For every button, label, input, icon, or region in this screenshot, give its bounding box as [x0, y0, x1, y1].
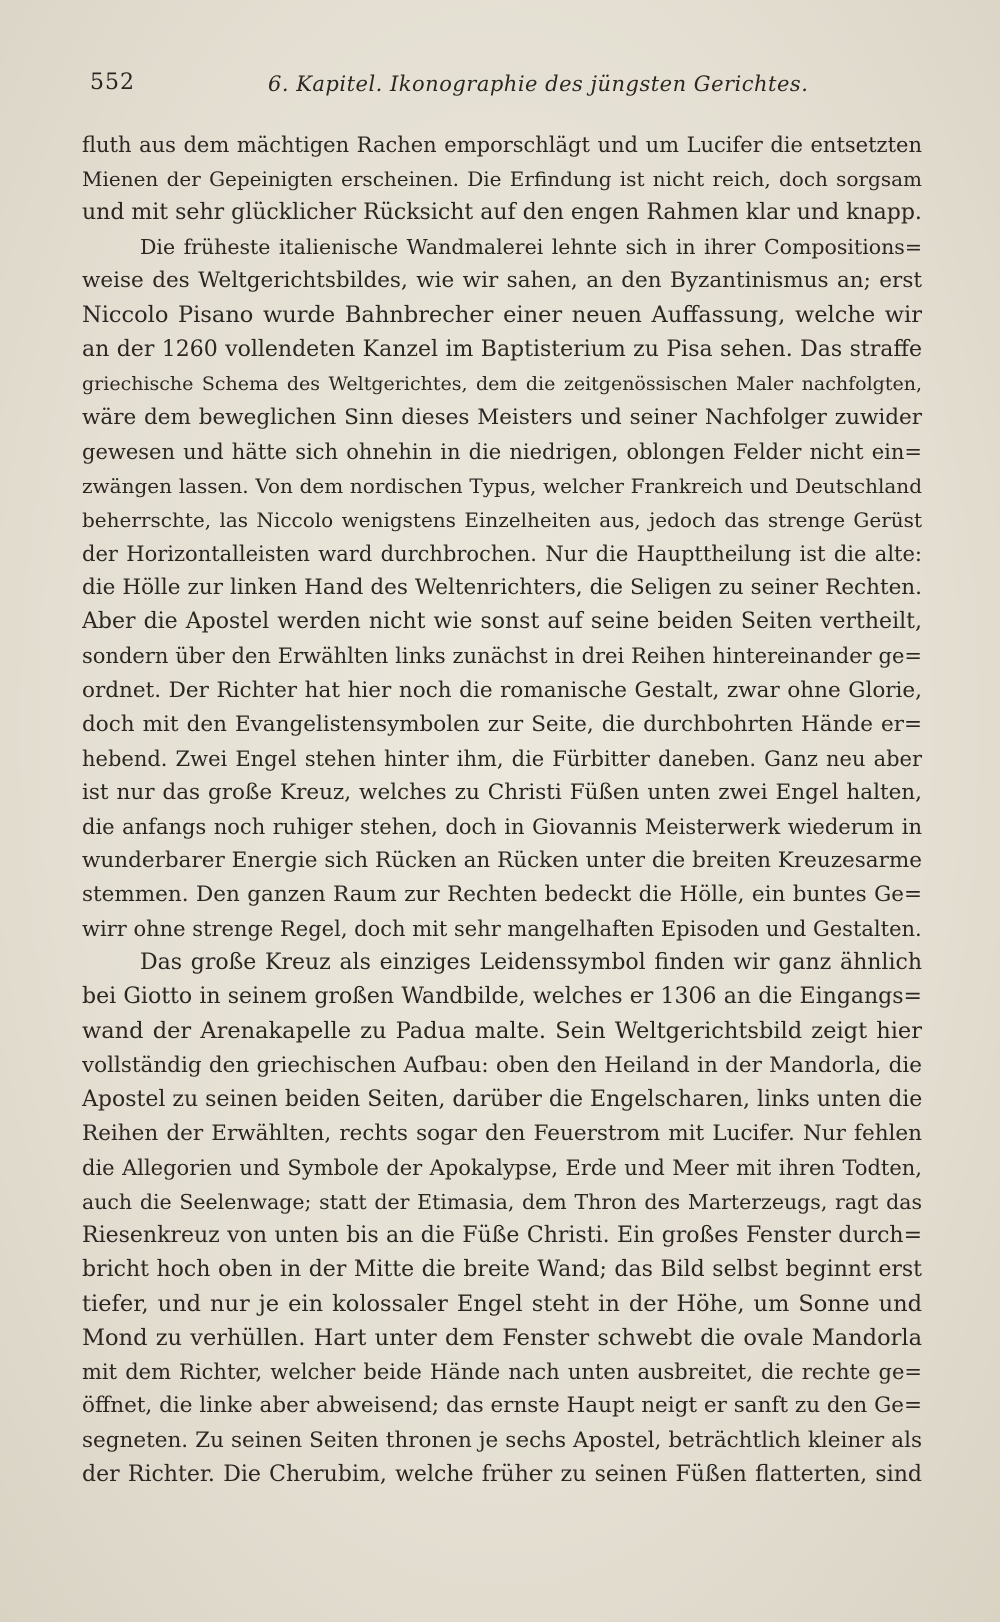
text-line: Niccolo Pisano wurde Bahnbrecher einer neuen Auffassung, welche wir: [82, 302, 922, 329]
text-line: wand der Arenakapelle zu Padua malte. Sein Weltgerichtsbild zeigt hier: [82, 1018, 922, 1045]
text-line: die Hölle zur linken Hand des Weltenrichters, die Seligen zu seiner Rechten.: [82, 575, 922, 601]
text-line: wirr ohne strenge Regel, doch mit sehr mangelhaften Episoden und Gestalten.: [82, 917, 922, 942]
text-line: Riesenkreuz von unten bis an die Füße Christi. Ein großes Fenster durch=: [82, 1223, 922, 1248]
text-line: an der 1260 vollendeten Kanzel im Baptisterium zu Pisa sehen. Das straffe: [82, 336, 922, 362]
text-line: Mond zu verhüllen. Hart unter dem Fenster schwebt die ovale Mandorla: [82, 1325, 922, 1352]
text-line: doch mit den Evangelistensymbolen zur Seite, die durchbohrten Hände er=: [82, 711, 922, 737]
text-line: zwängen lassen. Von dem nordischen Typus, welcher Frankreich und Deutschland: [82, 473, 922, 498]
text-line: und mit sehr glücklicher Rücksicht auf den engen Rahmen klar und knapp.: [82, 200, 922, 226]
body-text: [82, 128, 922, 1492]
text-line: ist nur das große Kreuz, welches zu Christi Füßen unten zwei Engel halten,: [82, 779, 922, 805]
text-line: beherrschte, las Niccolo wenigstens Einzelheiten aus, jedoch das strenge Gerüst: [82, 508, 922, 533]
text-line: Mienen der Gepeinigten erscheinen. Die Erfindung ist nicht reich, doch sorgsam: [82, 167, 922, 192]
text-line: der Horizontalleisten ward durchbrochen. Nur die Haupttheilung ist die alte:: [82, 542, 922, 567]
text-line: Das große Kreuz als einziges Leidenssymbol finden wir ganz ähnlich: [140, 950, 922, 976]
page-number: 552: [90, 70, 135, 95]
text-line: Reihen der Erwählten, rechts sogar den Feuerstrom mit Lucifer. Nur fehlen: [82, 1120, 922, 1146]
text-line: tiefer, und nur je ein kolossaler Engel steht in der Höhe, um Sonne und: [82, 1291, 922, 1318]
text-line: fluth aus dem mächtigen Rachen emporschlägt und um Lucifer die entsetzten: [82, 133, 922, 157]
text-line: bei Giotto in seinem großen Wandbilde, welches er 1306 an die Eingangs=: [82, 984, 922, 1010]
text-line: Apostel zu seinen beiden Seiten, darüber die Engelscharen, links unten die: [82, 1086, 922, 1112]
text-line: weise des Weltgerichtsbildes, wie wir sahen, an den Byzantinismus an; erst: [82, 268, 922, 294]
text-line: bricht hoch oben in der Mitte die breite Wand; das Bild selbst beginnt erst: [82, 1257, 922, 1283]
text-line: die anfangs noch ruhiger stehen, doch in Giovannis Meisterwerk wiederum in: [82, 814, 922, 839]
text-line: öffnet, die linke aber abweisend; das ernste Haupt neigt er sanft zu den Ge=: [82, 1393, 922, 1419]
running-head: 6. Kapitel. Ikonographie des jüngsten Gerichtes.: [268, 72, 809, 96]
text-line: ordnet. Der Richter hat hier noch die romanische Gestalt, zwar ohne Glorie,: [82, 677, 922, 703]
text-line: wäre dem beweglichen Sinn dieses Meisters und seiner Nachfolger zuwider: [82, 404, 922, 430]
page-header: [90, 62, 905, 102]
text-line: sondern über den Erwählten links zunächst in drei Reihen hintereinander ge=: [82, 644, 922, 669]
text-line: vollständig den griechischen Aufbau: oben den Heiland in der Mandorla, die: [82, 1052, 922, 1078]
text-line: Aber die Apostel werden nicht wie sonst auf seine beiden Seiten vertheilt,: [82, 609, 922, 635]
text-line: wunderbarer Energie sich Rücken an Rücken unter die breiten Kreuzesarme: [82, 847, 922, 873]
text-line: auch die Seelenwage; statt der Etimasia, dem Thron des Marterzeugs, ragt das: [82, 1189, 922, 1214]
text-line: hebend. Zwei Engel stehen hinter ihm, die Fürbitter daneben. Ganz neu aber: [82, 746, 922, 771]
text-line: griechische Schema des Weltgerichtes, dem die zeitgenössischen Maler nachfolgten,: [82, 372, 922, 395]
text-line: die Allegorien und Symbole der Apokalypse, Erde und Meer mit ihren Todten,: [82, 1155, 922, 1180]
text-line: stemmen. Den ganzen Raum zur Rechten bedeckt die Hölle, ein buntes Ge=: [82, 882, 922, 908]
text-line: der Richter. Die Cherubim, welche früher zu seinen Füßen flatterten, sind: [82, 1461, 922, 1487]
text-line: mit dem Richter, welcher beide Hände nach unten ausbreitet, die rechte ge=: [82, 1360, 922, 1385]
text-line: segneten. Zu seinen Seiten thronen je sechs Apostel, beträchtlich kleiner als: [82, 1427, 922, 1453]
text-line: Die früheste italienische Wandmalerei lehnte sich in ihrer Compositions=: [140, 235, 922, 260]
text-line: gewesen und hätte sich ohnehin in die niedrigen, oblongen Felder nicht ein=: [82, 439, 922, 464]
